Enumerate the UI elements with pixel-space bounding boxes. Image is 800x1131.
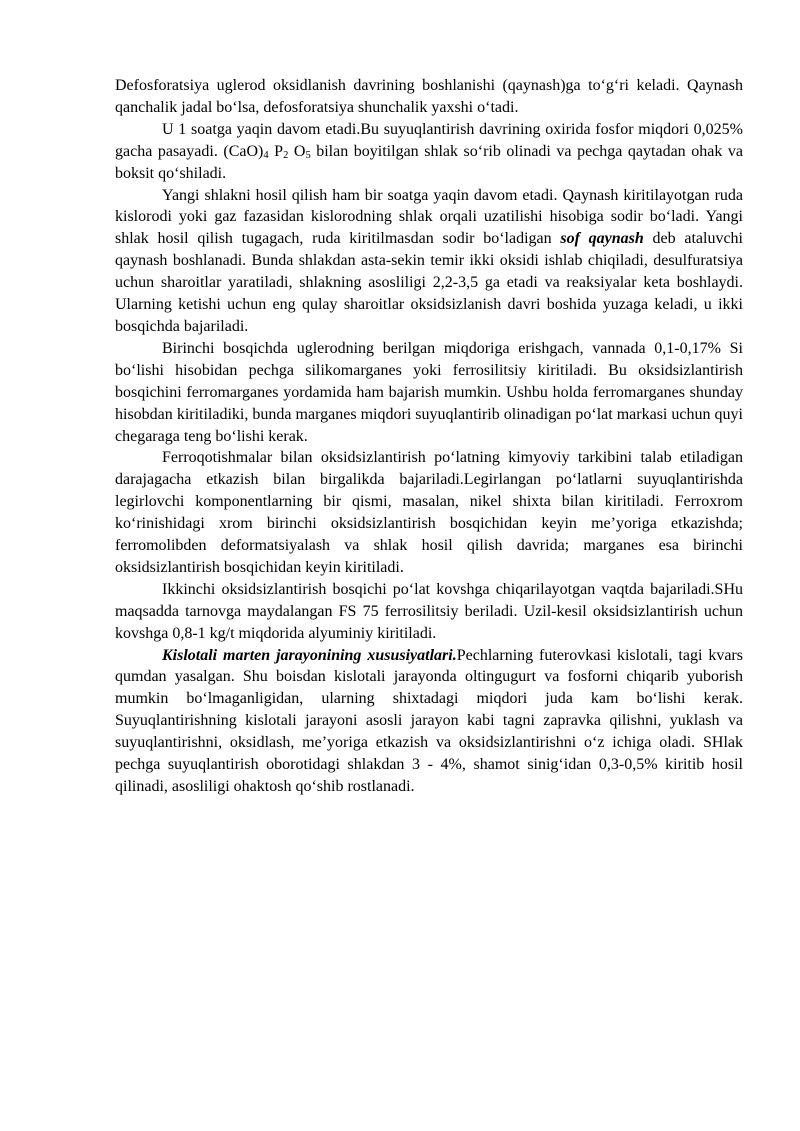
paragraph-7 — [115, 645, 743, 798]
paragraph-2-text-d: bilan boyitilgan shlak so‘rib olinadi va pechga qaytadan ohak va boksit qo‘shiladi. — [115, 142, 743, 182]
paragraph-3 — [115, 185, 743, 338]
section-heading: Kislotali marten jarayonining xususiyatlari. — [162, 646, 457, 664]
subscript-4: 4 — [263, 149, 269, 161]
paragraph-5 — [115, 447, 743, 578]
paragraph-4-text: Birinchi bosqichda uglerodning berilgan miqdoriga erishgach, vannada 0,1-0,17% Si bo‘lishi hisobidan pechga silikomarganes yoki ferrosilitsiy kiritiladi. Bu oksidsizlantirish bosqichini ferromarganes yordamida ham bajarish mumkin. Ushbu holda ferromarganes shunday hisobdan kiritiladiki, bunda marganes miqdori suyuqlantirib olinadigan po‘lat markasi uchun quyi chegaraga teng bo‘lishi kerak. — [115, 339, 743, 445]
subscript-5: 5 — [305, 149, 311, 161]
paragraph-6 — [115, 579, 743, 645]
paragraph-6-text: Ikkinchi oksidsizlantirish bosqichi po‘lat kovshga chiqarilayotgan vaqtda bajariladi.SHu maqsadda tarnovga maydalangan FS 75 ferrosilitsiy beriladi. Uzil-kesil oksidsizlantirish uchun kovshga 0,8-1 kg/t miqdorida alyuminiy kiritiladi. — [115, 580, 743, 642]
paragraph-1-text: Defosforatsiya uglerod oksidlanish davrining boshlanishi (qaynash)ga to‘g‘ri keladi. Qaynash qanchalik jadal bo‘lsa, defosforatsiya shunchalik yaxshi o‘tadi. — [115, 77, 743, 116]
paragraph-2-text-b: P — [268, 142, 284, 160]
subscript-2: 2 — [283, 149, 289, 161]
paragraph-3-text-b: deb ataluvchi qaynash boshlanadi. Bunda shlakdan asta-sekin temir ikki oksidi ishlab chiqiladi, desulfuratsiya uchun sharoitlar yaratiladi, shlakning asosliligi 2,2-3,5 ga etadi va reaksiyalar keta boshlaydi. Ularning ketishi uchun eng qulay sharoitlar oksidsizlanish davri boshida yuzaga keladi, u ikki bosqichda bajariladi. — [115, 230, 743, 335]
paragraph-3-text-a: Yangi shlakni hosil qilish ham bir soatga yaqin davom etadi. Qaynash kiritilayotgan ruda kislorodi yoki gaz fazasidan kislorodning shlak orqali uzatilishi hisobiga sodir bo‘ladi. Yangi shlak hosil qilish tugagach, ruda kiritilmasdan sodir bo‘ladigan — [115, 186, 743, 248]
paragraph-2-text-c: O — [288, 142, 306, 160]
paragraph-1 — [115, 75, 743, 119]
paragraph-5-text: Ferroqotishmalar bilan oksidsizlantirish po‘latning kimyoviy tarkibini talab etiladigan darajagacha etkazish bilan birgalikda bajariladi.Legirlangan po‘latlarni suyuqlantirishda legirlovchi komponentlarning bir qismi, masalan, nikel shixta bilan kiritiladi. Ferroxrom ko‘rinishidagi xrom birinchi oksidsizlantirish bosqichidan keyin me’yoriga etkazishda; ferromolibden deformatsiyalash va shlak hosil qilish davrida; marganes esa birinchi oksidsizlantirish bosqichidan keyin kiritiladi. — [115, 449, 743, 576]
paragraph-7-text: Pechlarning futerovkasi kislotali, tagi kvars qumdan yasalgan. Shu boisdan kislotali jarayonda oltingugurt va fosforni chiqarib yuborish mumkin bo‘lmaganligidan, ularning shixtadagi miqdori juda kam bo‘lishi kerak. Suyuqlantirishning kislotali jarayoni asosli jarayon kabi tagni zapravka qilishni, yuklash va suyuqlantirishni, oksidlash, me’yoriga etkazish va oksidsizlantirishni o‘z ichiga oladi. SHlak pechga suyuqlantirish oborotidagi shlakdan 3 - 4%, shamot sinig‘idan 0,3-0,5% kiritib hosil qilinadi, asosliligi ohaktosh qo‘shib rostlanadi. — [115, 646, 743, 795]
paragraph-2 — [115, 119, 743, 185]
emphasis-term: sof qaynash — [560, 230, 644, 248]
paragraph-2-text-a: U 1 soatga yaqin davom etadi.Bu suyuqlantirish davrining oxirida fosfor miqdori 0,025% gacha pasayadi. (CaO) — [115, 120, 743, 160]
paragraph-4 — [115, 338, 743, 448]
